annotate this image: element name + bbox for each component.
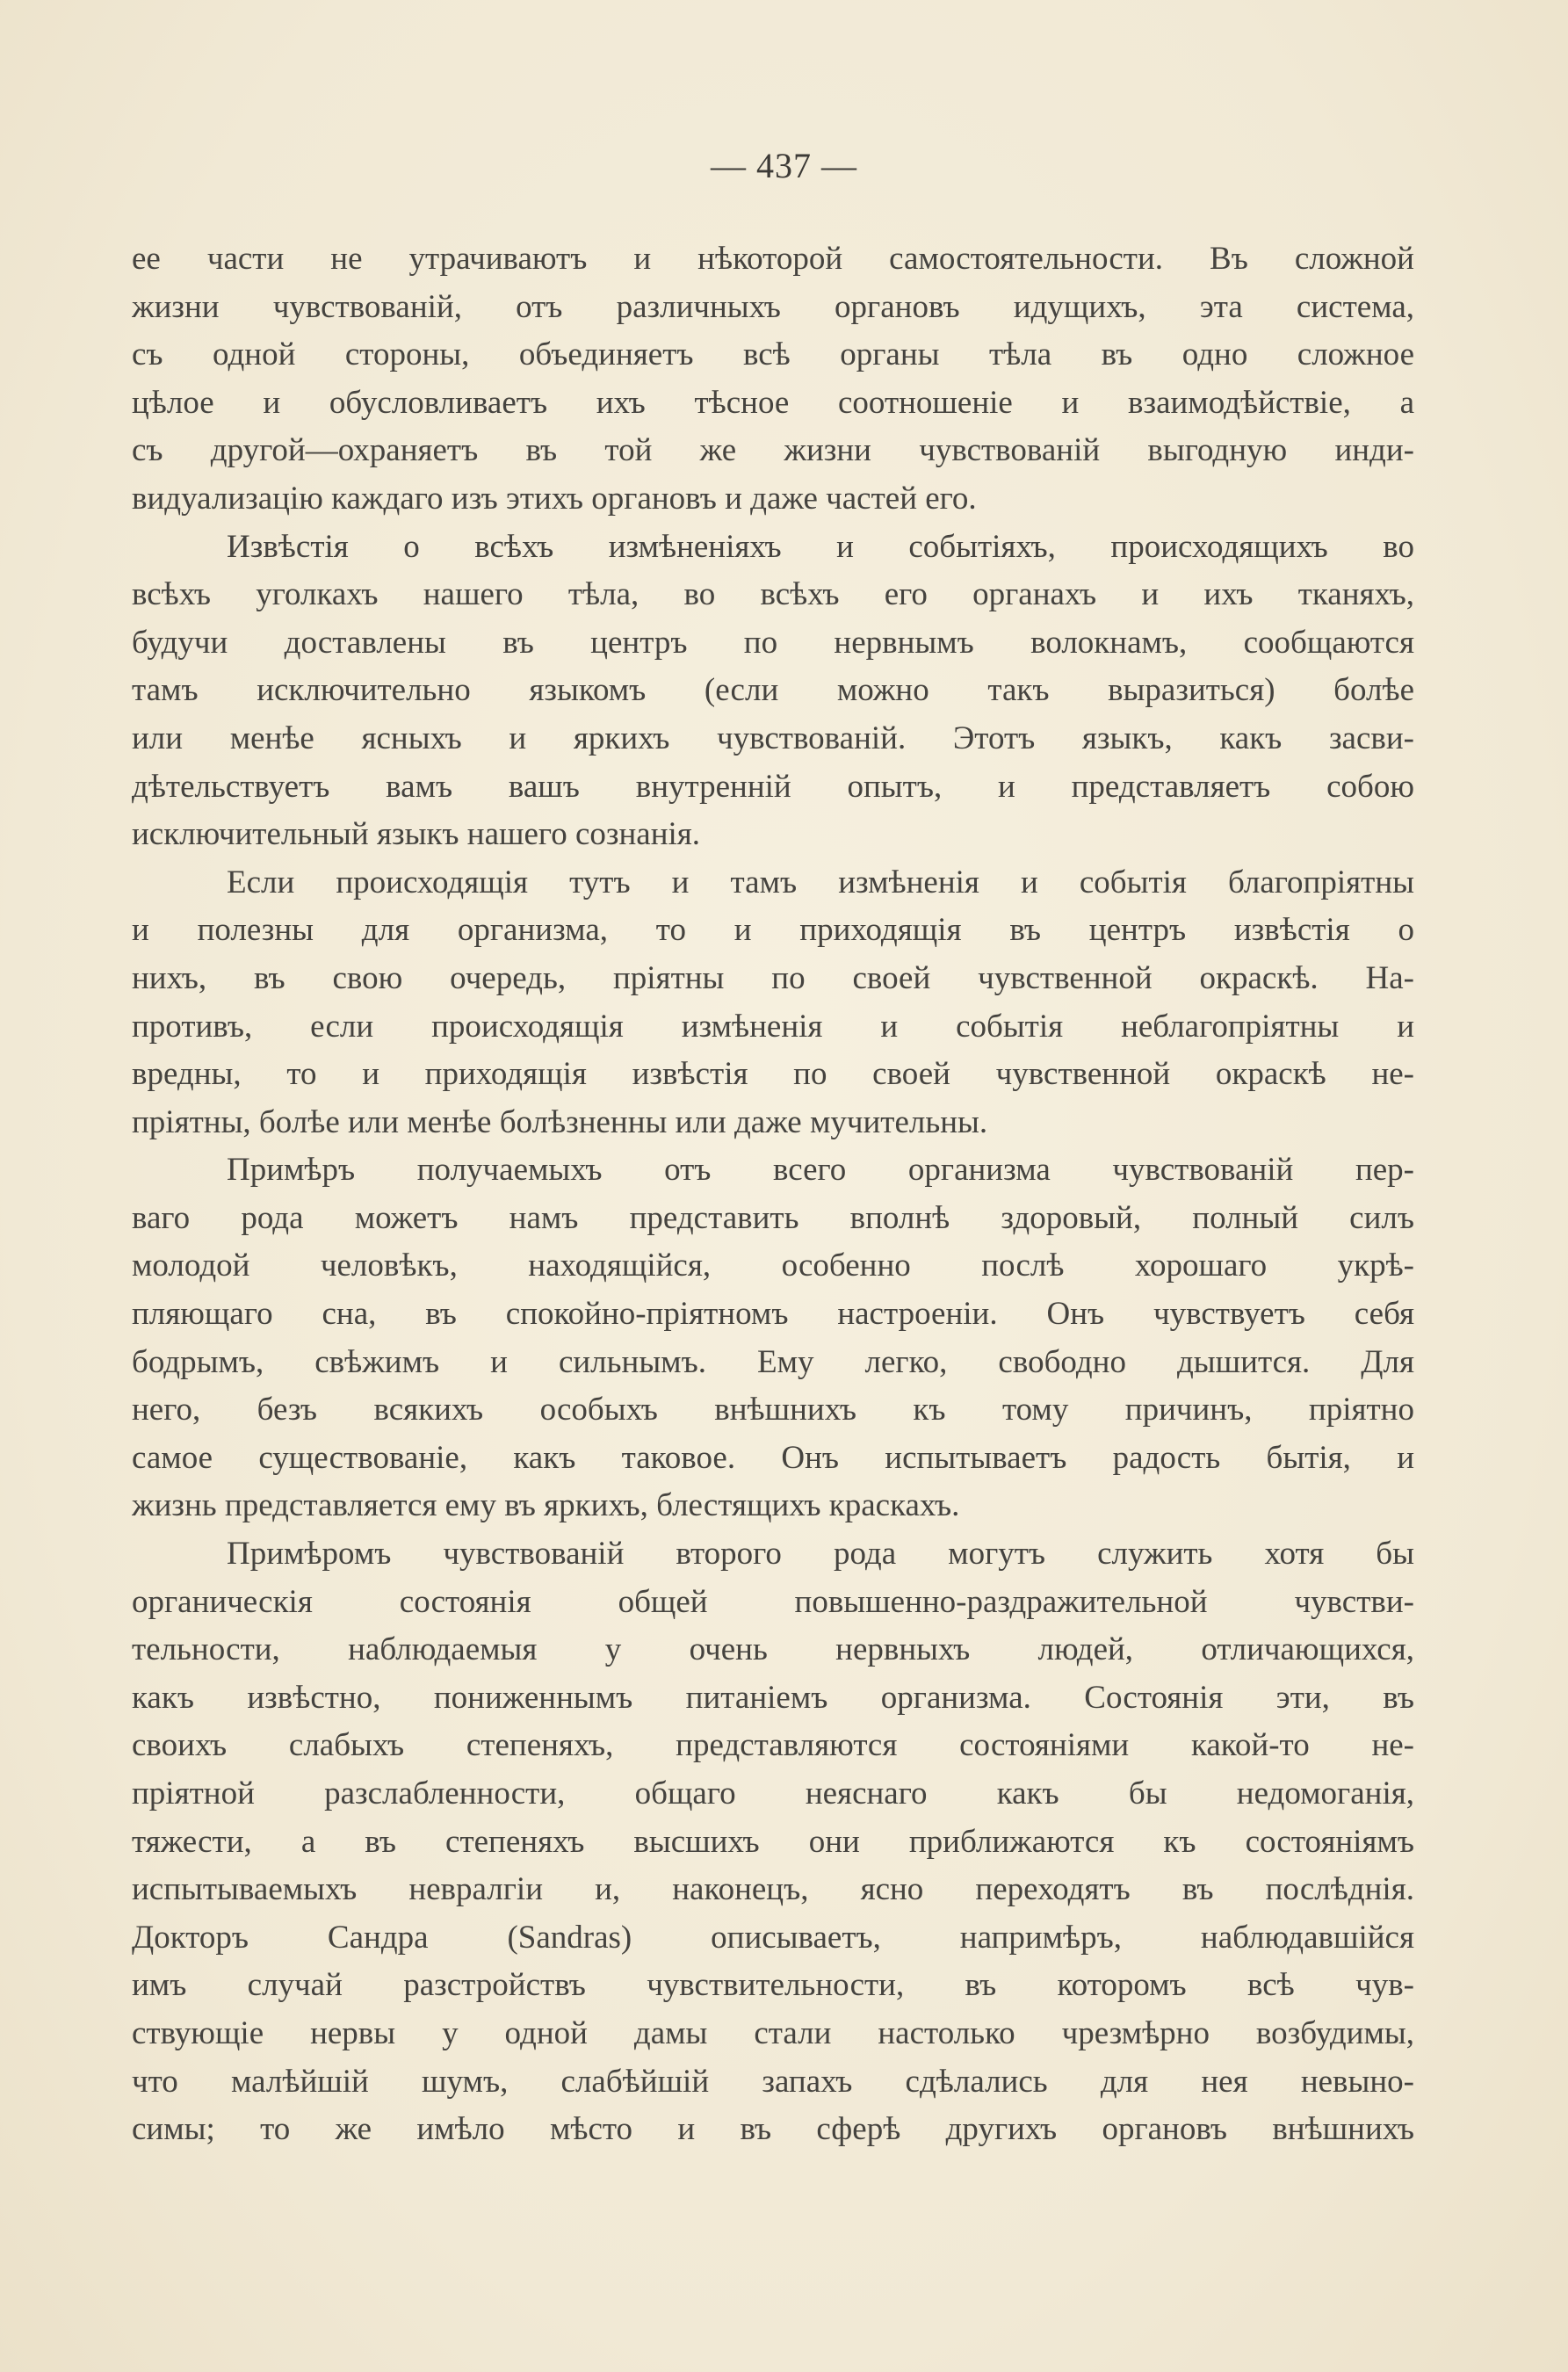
text-line: бодрымъ, свѣжимъ и сильнымъ. Ему легко, свободно дышится. Для <box>132 1343 1414 1380</box>
text-line: пляющаго сна, въ спокойно-пріятномъ настроеніи. Онъ чувствуетъ себя <box>132 1296 1414 1333</box>
text-line: Докторъ Сандра (Sandras) описываетъ, напримѣръ, наблюдавшійся <box>132 1919 1414 1956</box>
text-line: пріятны, болѣе или менѣе болѣзненны или даже мучительны. <box>132 1103 988 1140</box>
text-line: исключительный языкъ нашего сознанія. <box>132 816 701 853</box>
text-line: будучи доставлены въ центръ по нервнымъ волокнамъ, сообщаются <box>132 624 1414 661</box>
text-line: тельности, наблюдаемыя у очень нервныхъ людей, отличающихся, <box>132 1631 1414 1668</box>
text-line: ваго рода можетъ намъ представить вполнѣ здоровый, полный силъ <box>132 1199 1414 1236</box>
text-line: жизни чувствованій, отъ различныхъ органовъ идущихъ, эта система, <box>132 288 1414 325</box>
text-line: ствующіе нервы у одной дамы стали настолько чрезмѣрно возбудимы, <box>132 2014 1414 2051</box>
text-line: какъ извѣстно, пониженнымъ питаніемъ организма. Состоянія эти, въ <box>132 1679 1414 1716</box>
text-line: дѣтельствуетъ вамъ вашъ внутренній опытъ, и представляетъ собою <box>132 768 1414 805</box>
text-line: пріятной разслабленности, общаго неяснаго какъ бы недомоганія, <box>132 1775 1414 1812</box>
text-line: и полезны для организма, то и приходящія въ центръ извѣстія о <box>132 912 1414 949</box>
text-line: испытываемыхъ невралгіи и, наконецъ, ясно переходятъ въ послѣднія. <box>132 1871 1414 1908</box>
text-line: молодой человѣкъ, находящійся, особенно послѣ хорошаго укрѣ- <box>132 1247 1414 1284</box>
text-line: съ другой—охраняетъ въ той же жизни чувствованій выгодную инди- <box>132 432 1414 469</box>
body-text <box>132 235 1414 2154</box>
text-line: видуализацію каждаго изъ этихъ органовъ и даже частей его. <box>132 480 977 517</box>
paragraph-first-line: Извѣстія о всѣхъ измѣненіяхъ и событіяхъ, происходящихъ во <box>227 528 1414 565</box>
text-line: что малѣйшій шумъ, слабѣйшій запахъ сдѣлались для нея невыно- <box>132 2063 1414 2100</box>
text-line: имъ случай разстройствъ чувствительности, въ которомъ всѣ чув- <box>132 1967 1414 2004</box>
text-line: жизнь представляется ему въ яркихъ, блестящихъ краскахъ. <box>132 1487 960 1524</box>
text-line: симы; то же имѣло мѣсто и въ сферѣ другихъ органовъ внѣшнихъ <box>132 2111 1414 2148</box>
text-line: органическія состоянія общей повышенно-раздражительной чувстви- <box>132 1583 1414 1620</box>
text-line: съ одной стороны, объединяетъ всѣ органы тѣла въ одно сложное <box>132 336 1414 373</box>
page-number: — 437 — <box>711 146 857 185</box>
text-line: противъ, если происходящія измѣненія и событія неблагопріятны и <box>132 1008 1414 1045</box>
paragraph-first-line: Если происходящія тутъ и тамъ измѣненія и событія благопріятны <box>227 864 1414 900</box>
paragraph-first-line: Примѣромъ чувствованій второго рода могутъ служить хотя бы <box>227 1536 1414 1573</box>
text-line: вредны, то и приходящія извѣстія по своей чувственной окраскѣ не- <box>132 1056 1414 1093</box>
text-line: или менѣе ясныхъ и яркихъ чувствованій. Этотъ языкъ, какъ засви- <box>132 720 1414 756</box>
text-line: ее части не утрачиваютъ и нѣкоторой самостоятельности. Въ сложной <box>132 241 1414 277</box>
paragraph-first-line: Примѣръ получаемыхъ отъ всего организма чувствованій пер- <box>227 1152 1414 1189</box>
text-line: тяжести, а въ степеняхъ высшихъ они приближаются къ состояніямъ <box>132 1823 1414 1860</box>
text-line: цѣлое и обусловливаетъ ихъ тѣсное соотношеніе и взаимодѣйствіе, а <box>132 384 1414 421</box>
text-line: своихъ слабыхъ степеняхъ, представляются состояніями какой-то не- <box>132 1727 1414 1764</box>
text-line: него, безъ всякихъ особыхъ внѣшнихъ къ тому причинъ, пріятно <box>132 1392 1414 1428</box>
text-line: нихъ, въ свою очередь, пріятны по своей чувственной окраскѣ. На- <box>132 959 1414 996</box>
text-line: самое существованіе, какъ таковое. Онъ испытываетъ радость бытія, и <box>132 1439 1414 1476</box>
text-line: тамъ исключительно языкомъ (если можно такъ выразиться) болѣе <box>132 672 1414 709</box>
text-line: всѣхъ уголкахъ нашего тѣла, во всѣхъ его органахъ и ихъ тканяхъ, <box>132 576 1414 613</box>
